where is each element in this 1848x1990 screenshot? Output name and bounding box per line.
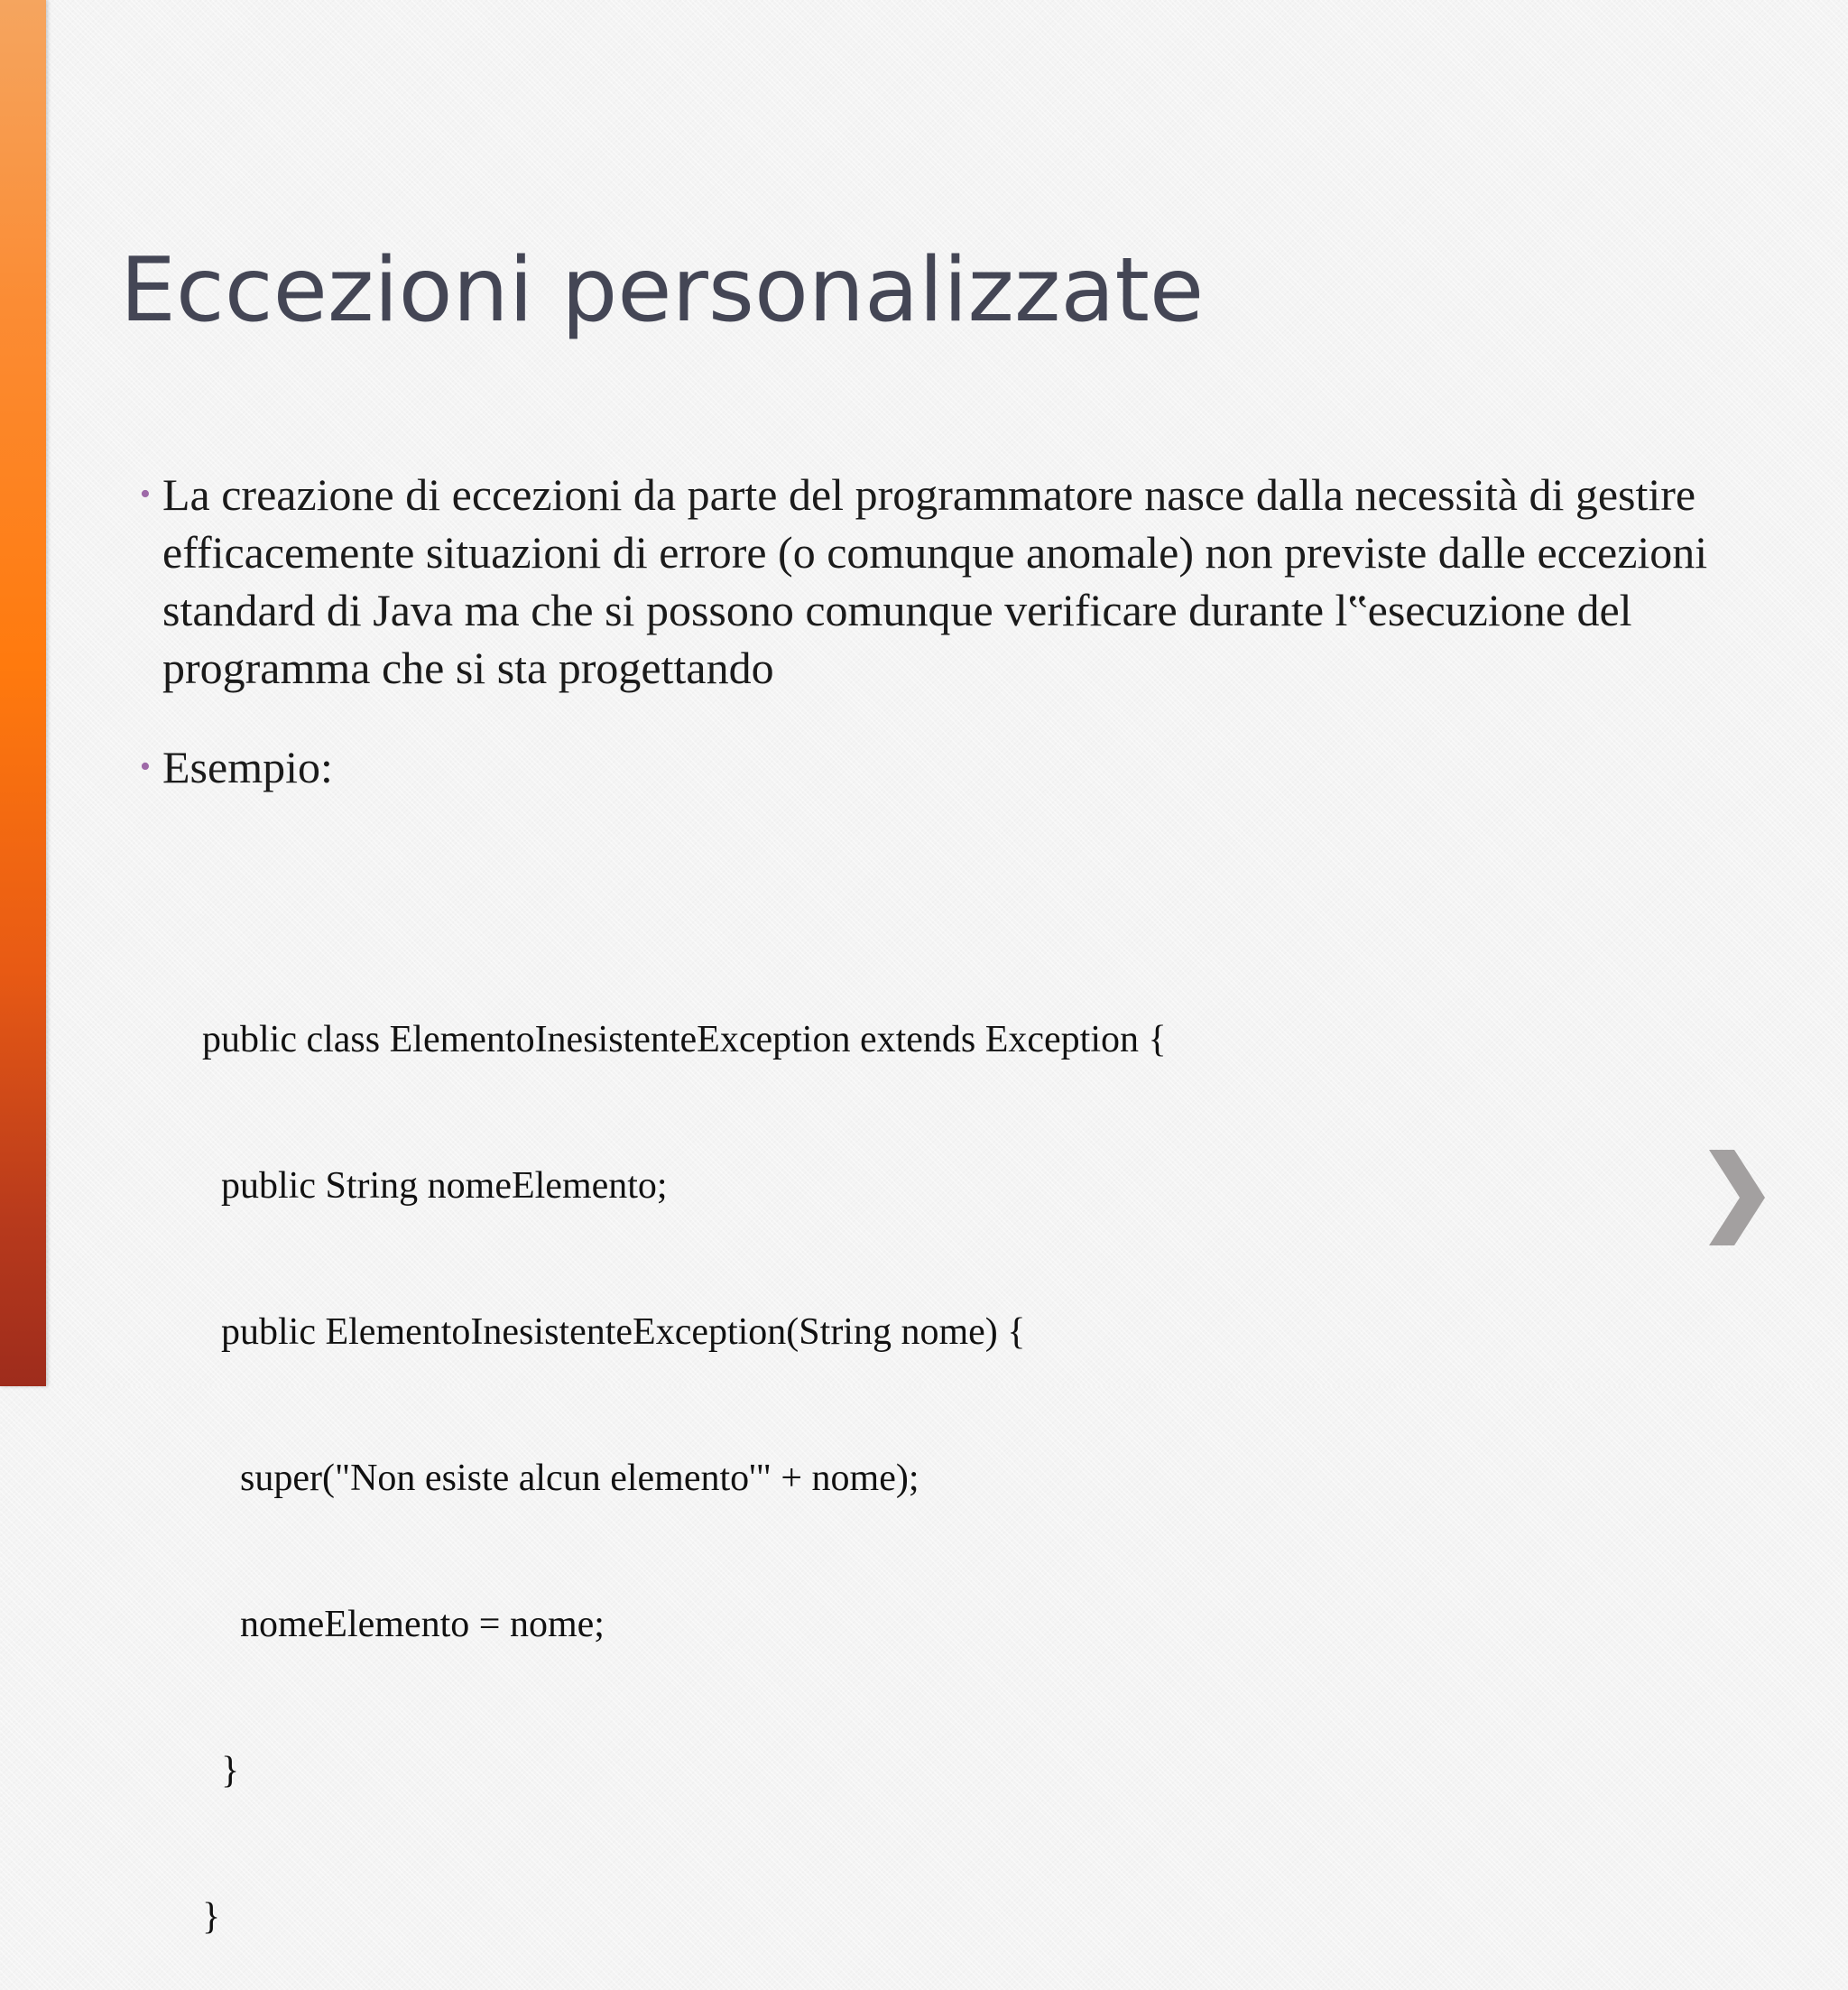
slide-title: Eccezioni personalizzate xyxy=(120,239,1205,342)
code-line: nomeElemento = nome; xyxy=(202,1604,605,1645)
bullet-text: Esempio: xyxy=(162,742,333,792)
bullet-dot-icon: • xyxy=(140,750,151,783)
code-line: super("Non esiste alcun elemento'" + nome); xyxy=(202,1458,919,1499)
bullet-list xyxy=(140,466,1713,796)
code-block xyxy=(202,918,1167,1990)
chevron-right-icon xyxy=(1704,1150,1767,1245)
code-line: } xyxy=(202,1896,221,1938)
bullet-item xyxy=(140,466,1713,697)
code-line: public String nomeElemento; xyxy=(202,1165,668,1207)
bullet-dot-icon: • xyxy=(140,477,151,511)
code-line: } xyxy=(202,1750,240,1791)
next-slide-button[interactable] xyxy=(1704,1150,1767,1245)
bullet-text: La creazione di eccezioni da parte del programmatore nasce dalla necessità di gestire efficacemente situazioni di errore (o comunque anomale) non previste dalle eccezioni standard di Java ma che si possono comunque verificare durante l‟esecuzione del programma che si sta progettando xyxy=(162,469,1708,693)
accent-bar xyxy=(0,0,46,1386)
code-line: public class ElementoInesistenteException extends Exception { xyxy=(202,1019,1167,1060)
code-line: public ElementoInesistenteException(String nome) { xyxy=(202,1311,1026,1353)
bullet-item xyxy=(140,738,1713,796)
